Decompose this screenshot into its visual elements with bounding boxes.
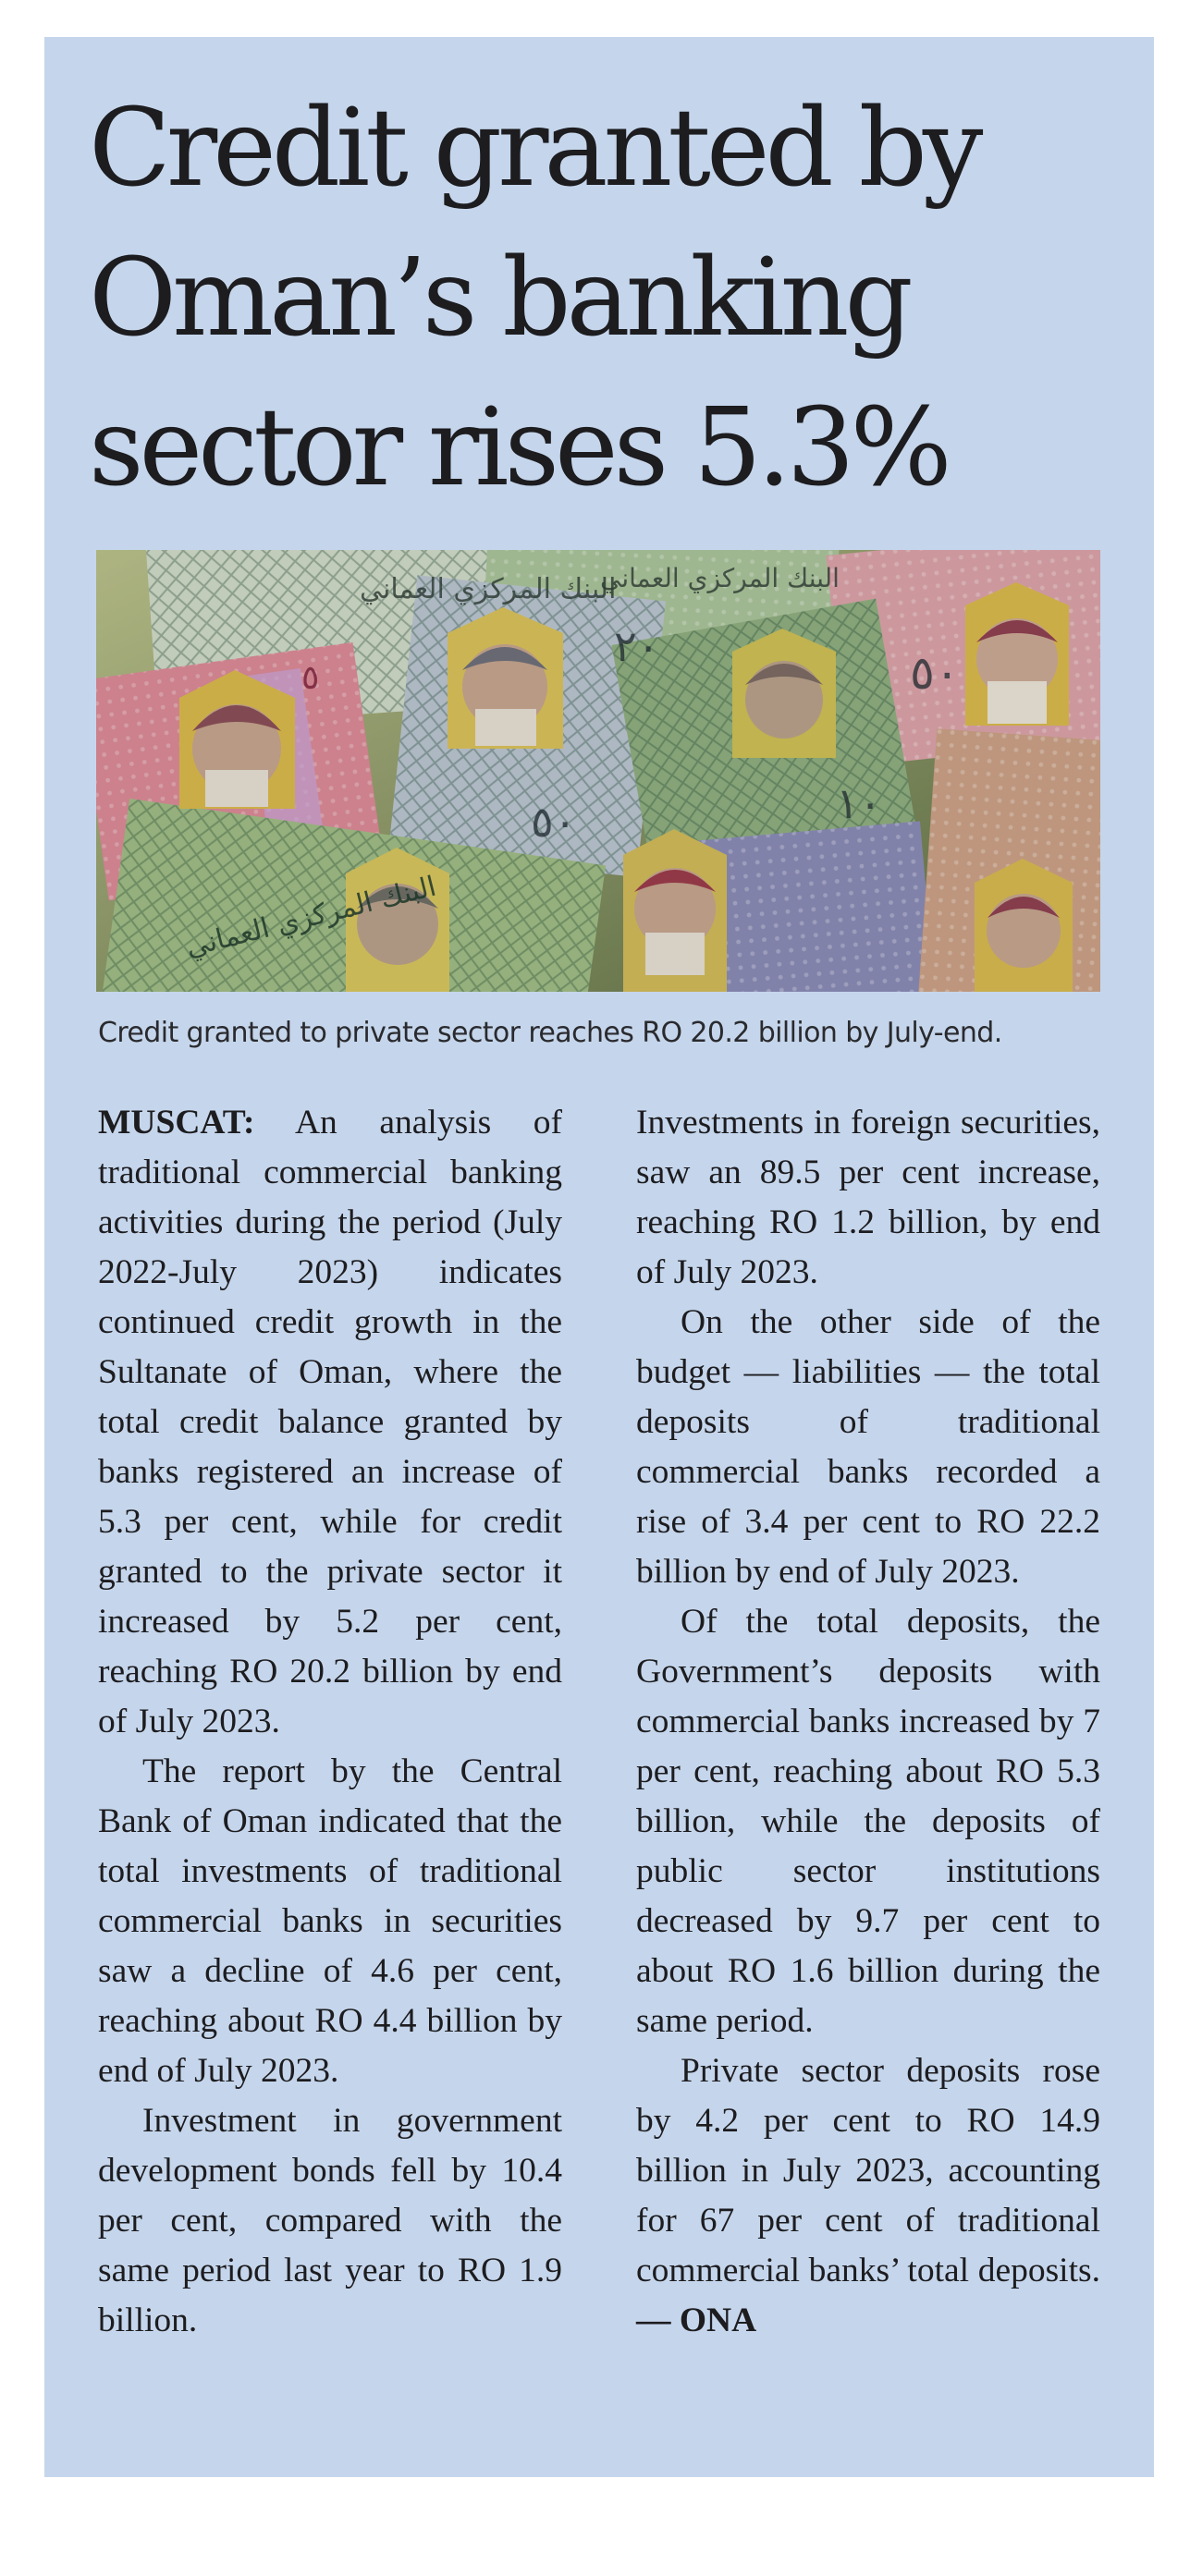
paragraph-1 <box>98 1098 562 1747</box>
dateline: MUSCAT: <box>98 1104 255 1141</box>
paragraph-4: Investments in foreign securities, saw an 89.5 per cent increase, reaching RO 1.2 billion, by end of July 2023. <box>636 1104 1100 1291</box>
paragraph-1-text: An analysis of traditional commercial banking activities during the period (July 2022-July 2023) indicates continued credit growth in the Sultanate of Oman, where the total credit balance granted by banks registered an increase of 5.3 per cent, while for credit granted to the private sector it increased by 5.2 per cent, reaching RO 20.2 billion by end of July 2023. <box>98 1104 562 1740</box>
headline <box>89 74 1106 523</box>
paragraph-6: Of the total deposits, the Government’s deposits with commercial banks increased by 7 per cent, reaching about RO 5.3 billion, while the deposits of public sector institutions decreased by 9.7 per cent to about RO 1.6 billion during the same period. <box>636 1603 1100 2040</box>
headline-line-3: sector rises 5.3% <box>89 385 948 510</box>
article-column-right <box>636 1098 1100 2346</box>
paragraph-7 <box>636 2046 1100 2346</box>
omani-rial-banknotes-photo-icon <box>96 550 1100 992</box>
headline-line-1: Credit granted by <box>89 86 979 211</box>
banknotes-photo <box>96 550 1100 992</box>
headline-line-2: Oman’s banking <box>89 236 909 360</box>
byline: — ONA <box>636 2301 757 2339</box>
paragraph-5: On the other side of the budget — liabilities — the total deposits of traditional commercial banks recorded a rise of 3.4 per cent to RO 22.2 billion by end of July 2023. <box>636 1303 1100 1591</box>
photo-caption: Credit granted to private sector reaches RO 20.2 billion by July-end. <box>98 1017 1002 1049</box>
paragraph-2: The report by the Central Bank of Oman indicated that the total investments of traditional commercial banks in securities saw a decline of 4.6 per cent, reaching about RO 4.4 billion by end of July 2023. <box>98 1752 562 2090</box>
paragraph-3: Investment in government development bonds fell by 10.4 per cent, compared with the same period last year to RO 1.9 billion. <box>98 2102 562 2339</box>
paragraph-7-text: Private sector deposits rose by 4.2 per cent to RO 14.9 billion in July 2023, accounting for 67 per cent of traditional commercial banks’ total deposits. <box>636 2052 1100 2289</box>
article-column-left <box>98 1098 562 2346</box>
article-card <box>44 37 1154 2477</box>
